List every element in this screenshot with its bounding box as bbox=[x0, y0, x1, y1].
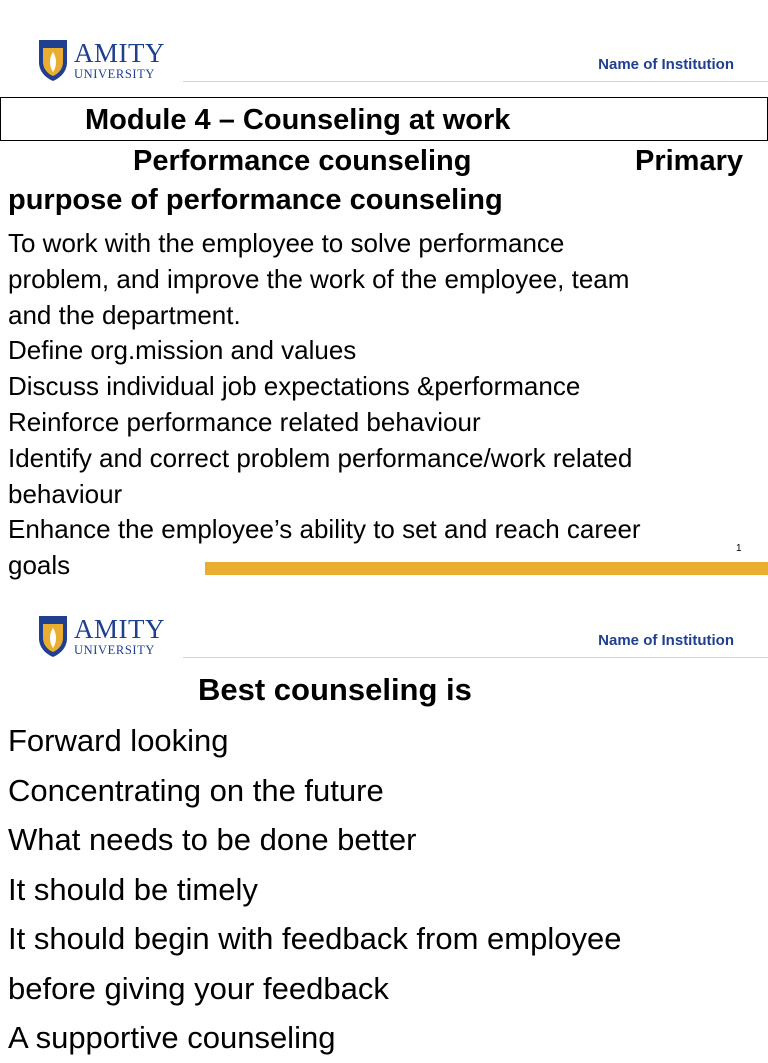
subtitle-performance-counseling: Performance counseling bbox=[133, 145, 472, 177]
body-line: behaviour bbox=[8, 478, 123, 509]
body-line: Define org.mission and values bbox=[8, 335, 357, 366]
slide-title: Module 4 – Counseling at work bbox=[85, 104, 511, 136]
body-line: problem, and improve the work of the employee, team bbox=[8, 263, 630, 294]
body-line: goals bbox=[8, 550, 71, 581]
body-line: Enhance the employee’s ability to set and reach career bbox=[8, 514, 641, 545]
title-box bbox=[0, 97, 768, 141]
slide-heading: Best counseling is bbox=[198, 672, 472, 707]
amity-logo bbox=[36, 40, 171, 84]
amity-logo bbox=[36, 616, 171, 660]
body-line: A supportive counseling bbox=[8, 1020, 336, 1055]
header-rule bbox=[183, 81, 768, 82]
logo-wordmark: AMITY bbox=[74, 614, 165, 644]
body-line: Identify and correct problem performance/work related bbox=[8, 442, 633, 473]
footer-gold-bar bbox=[205, 562, 768, 575]
page-number: 1 bbox=[736, 543, 742, 554]
institution-name: Name of Institution bbox=[598, 56, 734, 73]
slide-2 bbox=[0, 586, 768, 1055]
shield-crest-icon bbox=[36, 40, 70, 82]
body-line: Forward looking bbox=[8, 723, 229, 758]
body-line: To work with the employee to solve performance bbox=[8, 228, 565, 258]
body-line: What needs to be done better bbox=[8, 822, 417, 857]
header-rule bbox=[183, 657, 768, 658]
body-line: before giving your feedback bbox=[8, 970, 389, 1006]
subtitle-primary: Primary bbox=[635, 145, 744, 177]
logo-subtitle: UNIVERSITY bbox=[74, 643, 155, 657]
subtitle-purpose: purpose of performance counseling bbox=[8, 184, 503, 216]
body-line: Concentrating on the future bbox=[8, 772, 384, 808]
shield-crest-icon bbox=[36, 616, 70, 658]
body-line: and the department. bbox=[8, 299, 241, 330]
institution-name: Name of Institution bbox=[598, 632, 734, 649]
body-text bbox=[8, 226, 758, 584]
logo-subtitle: UNIVERSITY bbox=[74, 67, 155, 81]
body-text bbox=[8, 716, 621, 1063]
body-line: Discuss individual job expectations &performance bbox=[8, 371, 581, 402]
logo-wordmark: AMITY bbox=[74, 38, 165, 68]
body-line: It should be timely bbox=[8, 871, 258, 907]
body-line: It should begin with feedback from employee bbox=[8, 921, 622, 956]
body-line: Reinforce performance related behaviour bbox=[8, 406, 481, 437]
